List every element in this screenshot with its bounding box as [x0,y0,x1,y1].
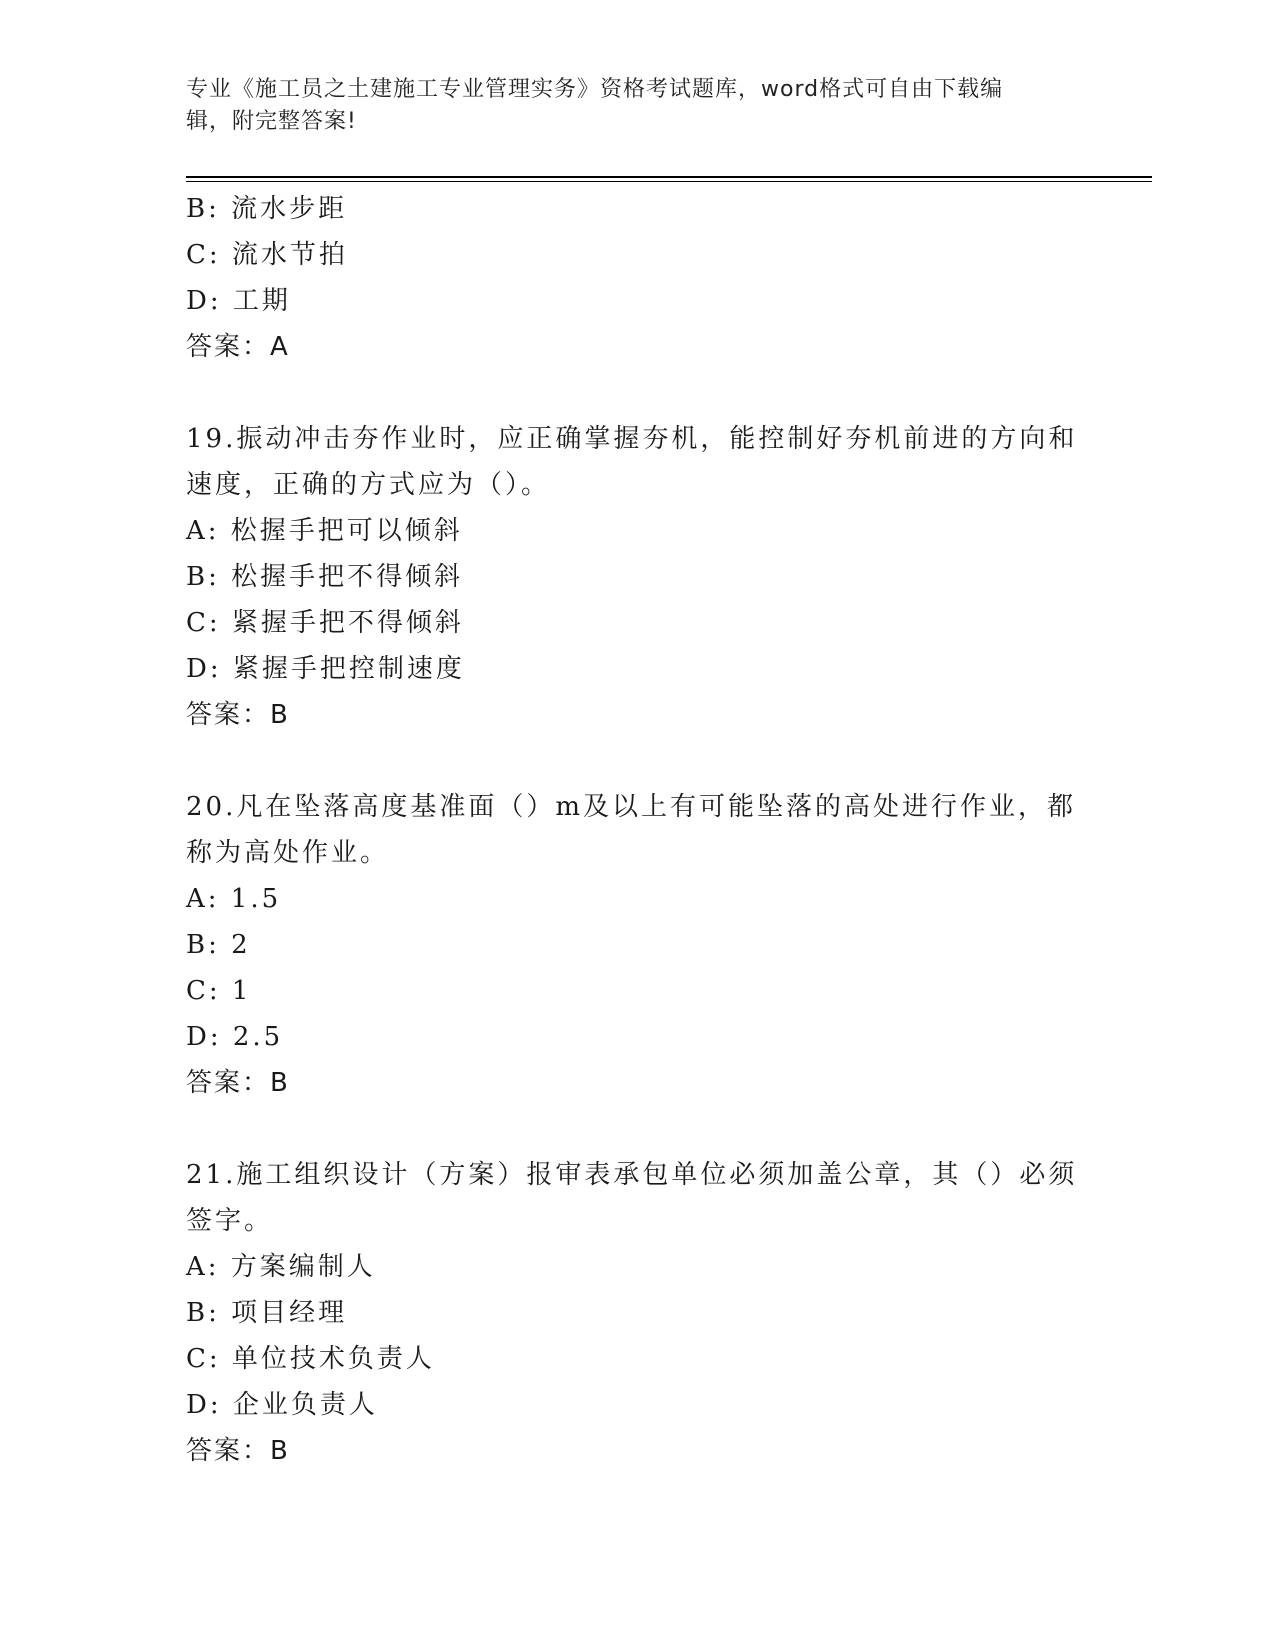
spacer [186,370,1086,416]
option-b: B: 项目经理 [186,1298,348,1328]
question-20 [186,784,1086,1106]
option-d: D: 企业负责人 [186,1390,378,1420]
spacer [186,1106,1086,1152]
option-c: C: 单位技术负责人 [186,1344,435,1374]
header-line-2: 辑，附完整答案! [186,109,357,134]
question-21 [186,1152,1086,1474]
answer-line: 答案：A [186,332,290,362]
question-stem-line: 19.振动冲击夯作业时，应正确掌握夯机，能控制好夯机前进的方向和 [186,424,1078,454]
question-stem-line: 20.凡在坠落高度基准面（）m及以上有可能坠落的高处进行作业，都 [186,792,1077,822]
option-d: D: 工期 [186,286,291,316]
spacer [186,738,1086,784]
previous-question-block [186,186,1086,370]
answer-line: 答案：B [186,700,290,730]
answer-line: 答案：B [186,1068,290,1098]
header-line-1: 专业《施工员之土建施工专业管理实务》资格考试题库，word格式可自由下载编 [186,77,1004,102]
option-c: C: 紧握手把不得倾斜 [186,608,464,638]
option-c: C: 流水节拍 [186,240,348,270]
option-b: B: 流水步距 [186,194,348,224]
question-content [186,186,1086,1474]
option-b: B: 2 [186,930,251,960]
question-stem-line: 速度，正确的方式应为（）。 [186,470,551,500]
question-19 [186,416,1086,738]
question-stem-line: 称为高处作业。 [186,838,390,868]
document-header [186,74,1066,138]
option-a: A: 方案编制人 [186,1252,376,1282]
option-d: D: 2.5 [186,1022,284,1052]
option-a: A: 1.5 [186,884,282,914]
header-divider-thick [186,176,1152,178]
option-a: A: 松握手把可以倾斜 [186,516,463,546]
header-divider-thin [186,181,1152,182]
option-b: B: 松握手把不得倾斜 [186,562,464,592]
option-c: C: 1 [186,976,252,1006]
question-stem-line: 签字。 [186,1206,274,1236]
answer-line: 答案：B [186,1436,290,1466]
question-stem-line: 21.施工组织设计（方案）报审表承包单位必须加盖公章，其（）必须 [186,1160,1078,1190]
option-d: D: 紧握手把控制速度 [186,654,465,684]
